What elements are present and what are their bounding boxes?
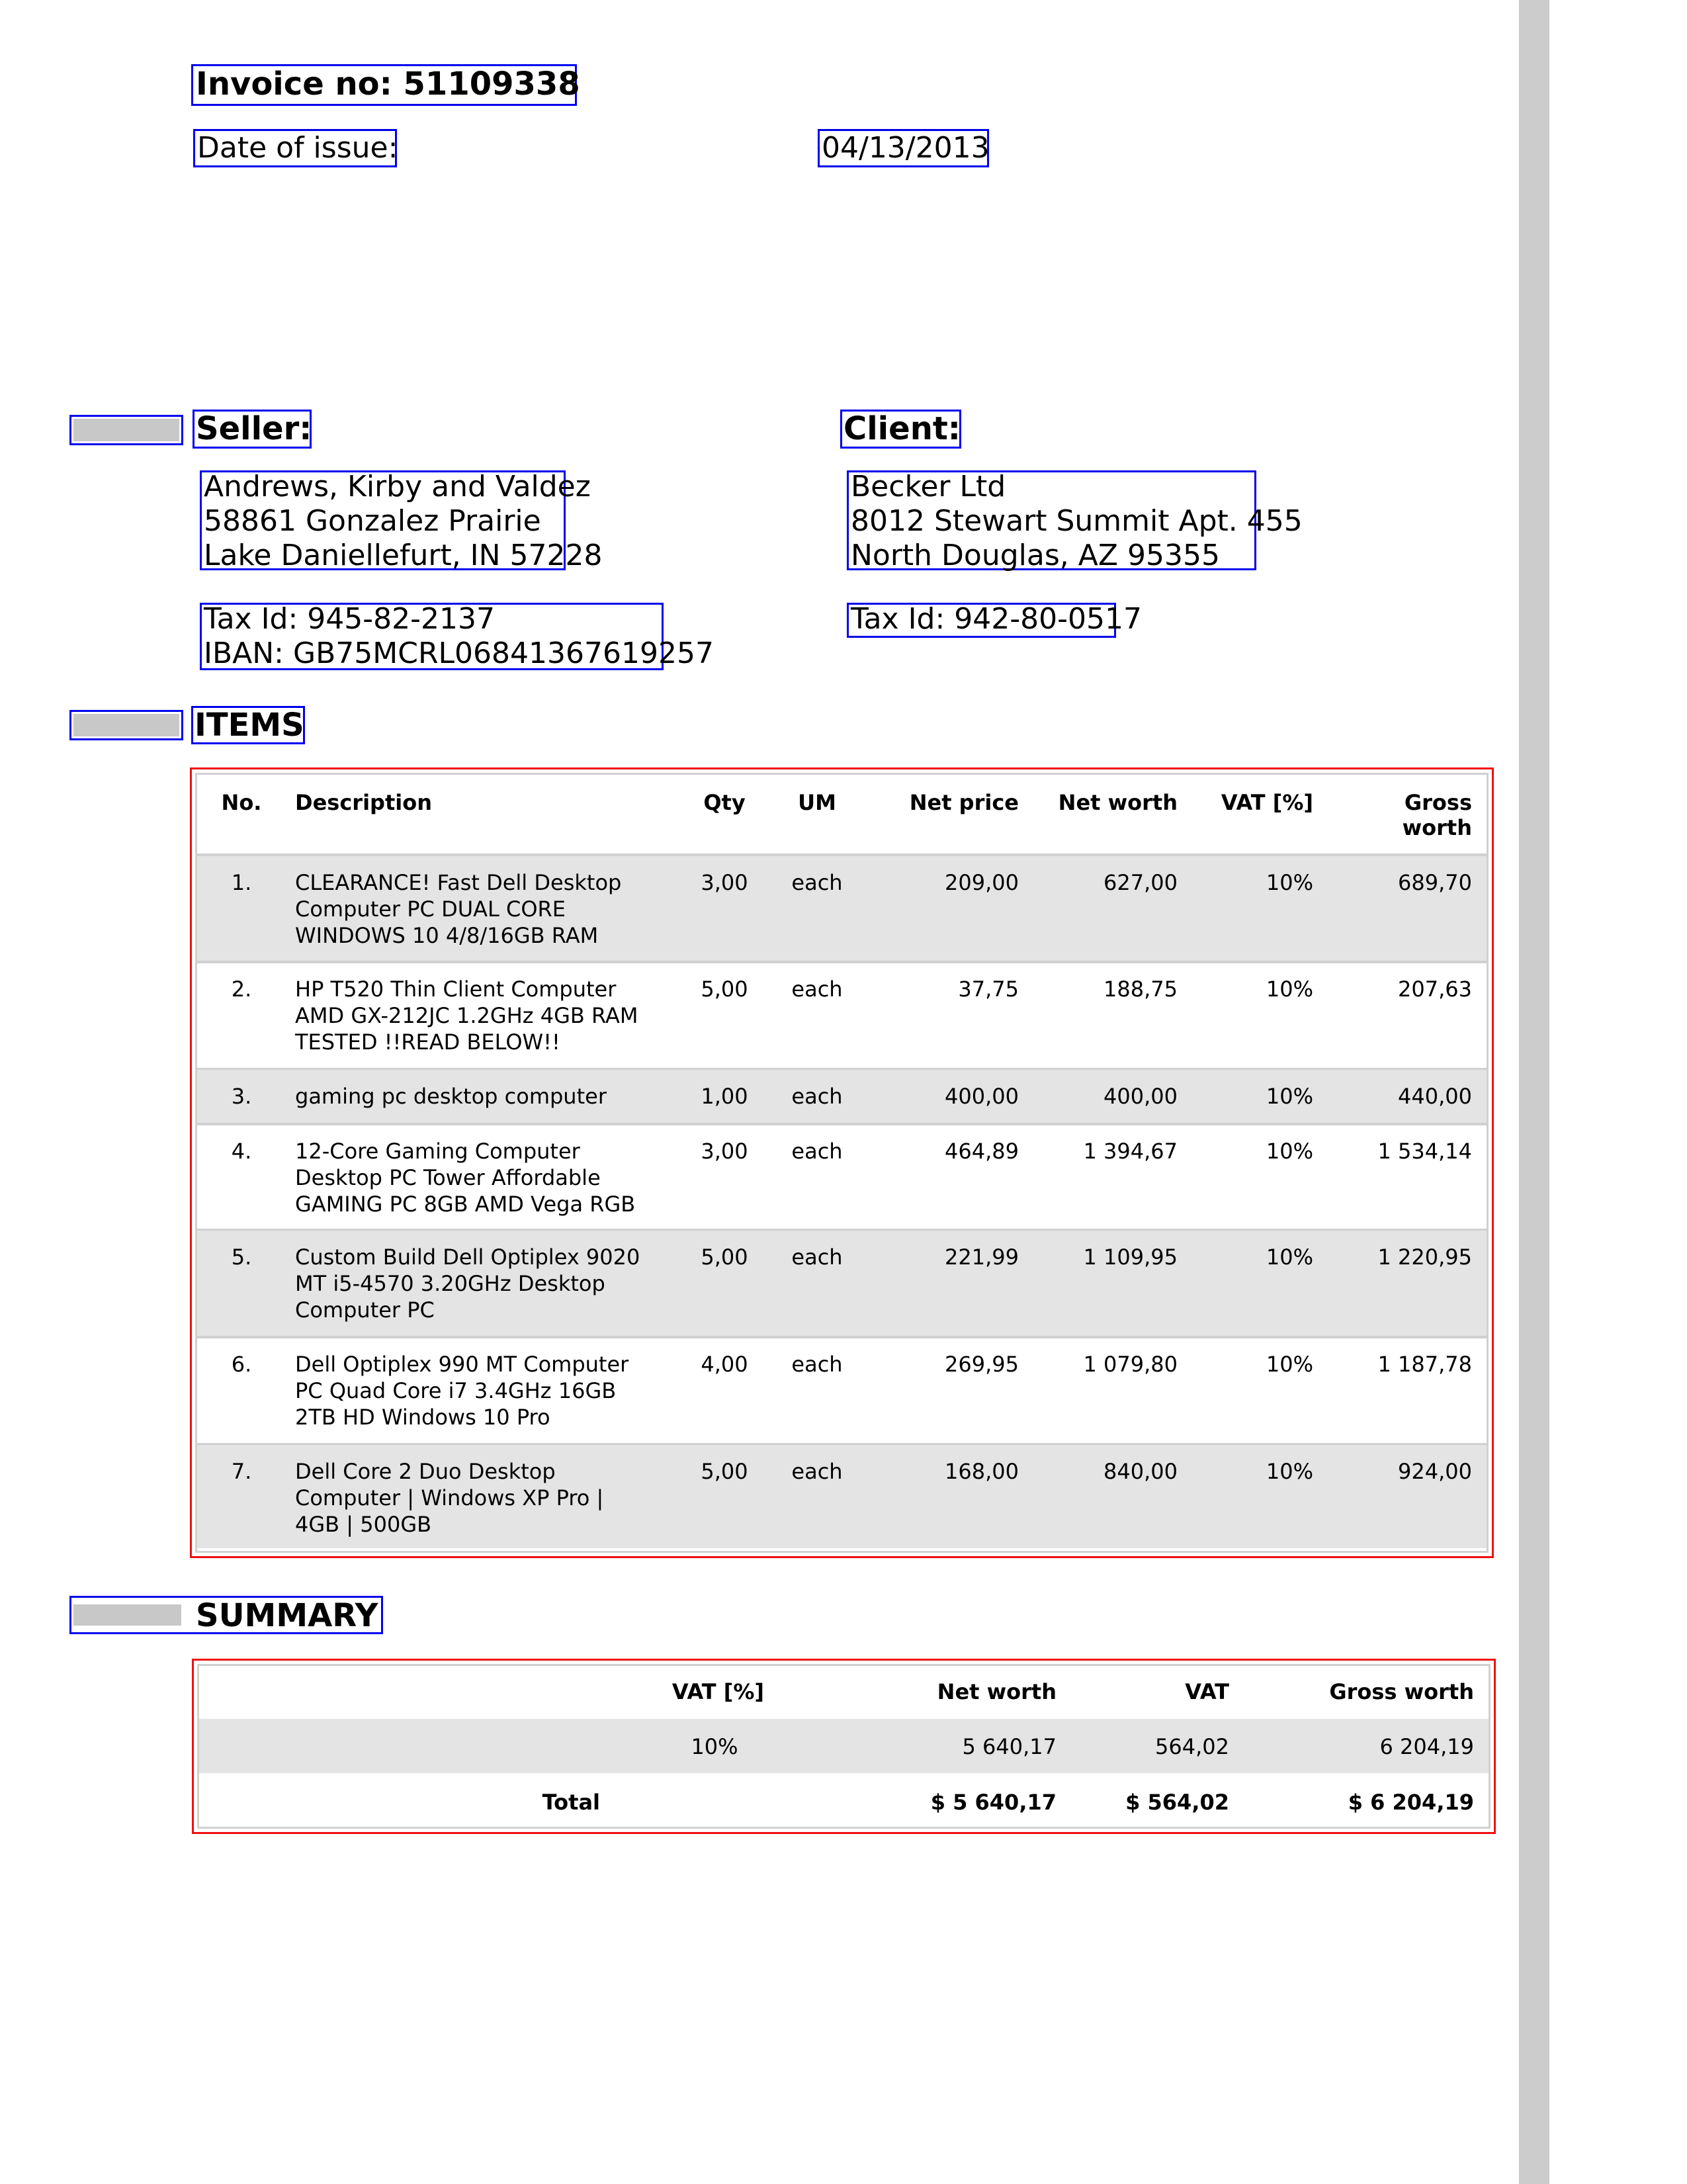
total-gross-worth: $ 6 204,19 — [1348, 1790, 1474, 1815]
summary-net-worth-value: 5 640,17 — [962, 1734, 1057, 1759]
date-of-issue-label: Date of issue: — [197, 131, 398, 165]
item-gross-worth: 689,70 — [1398, 870, 1472, 895]
item-description: gaming pc desktop computer — [295, 1084, 607, 1109]
item-net-price: 464,89 — [945, 1139, 1019, 1164]
item-no: 7. — [231, 1459, 252, 1484]
items-marker — [73, 714, 179, 736]
item-qty: 4,00 — [701, 1352, 748, 1377]
item-um: each — [791, 1459, 843, 1484]
summary-marker — [73, 1604, 181, 1626]
item-net-price: 209,00 — [945, 870, 1019, 895]
item-no: 4. — [231, 1139, 252, 1164]
item-no: 3. — [231, 1084, 252, 1109]
item-gross-worth: 924,00 — [1398, 1459, 1472, 1484]
item-net-price: 168,00 — [945, 1459, 1019, 1484]
item-qty: 1,00 — [701, 1084, 748, 1109]
seller-street: 58861 Gonzalez Prairie — [204, 504, 541, 538]
item-net-worth: 1 394,67 — [1083, 1139, 1178, 1164]
client-tax-id: Tax Id: 942-80-0517 — [851, 602, 1142, 636]
summary-net-worth-header: Net worth — [937, 1679, 1057, 1704]
item-description: Custom Build Dell Optiplex 9020 MT i5-4570 3.20GHz Desktop Computer PC — [295, 1245, 640, 1323]
summary-gross-worth-header: Gross worth — [1329, 1679, 1474, 1704]
col-um-header: UM — [798, 790, 836, 815]
item-description: HP T520 Thin Client Computer AMD GX-212JC 1.2GHz 4GB RAM TESTED !!READ BELOW!! — [295, 977, 638, 1055]
date-of-issue-value: 04/13/2013 — [822, 131, 990, 165]
summary-gross-worth-value: 6 204,19 — [1379, 1734, 1474, 1759]
item-um: each — [791, 1084, 843, 1109]
item-vat: 10% — [1266, 1139, 1313, 1164]
item-net-price: 400,00 — [945, 1084, 1019, 1109]
total-vat-amount: $ 564,02 — [1125, 1790, 1229, 1815]
item-net-worth: 1 109,95 — [1083, 1245, 1178, 1270]
item-vat: 10% — [1266, 870, 1313, 895]
item-no: 5. — [231, 1245, 252, 1270]
item-gross-worth: 1 220,95 — [1377, 1245, 1472, 1270]
seller-marker — [73, 419, 179, 441]
item-qty: 5,00 — [701, 1245, 748, 1270]
seller-address — [204, 470, 603, 573]
item-qty: 5,00 — [701, 977, 748, 1002]
row-divider — [197, 1336, 1487, 1338]
summary-vat-value: 10% — [691, 1734, 738, 1759]
invoice-number: Invoice no: 51109338 — [196, 66, 580, 103]
col-net-worth-header: Net worth — [1058, 790, 1178, 815]
item-description: Dell Optiplex 990 MT Computer PC Quad Core i7 3.4GHz 16GB 2TB HD Windows 10 Pro — [295, 1352, 629, 1430]
scrollbar[interactable] — [1519, 0, 1549, 2184]
summary-vat-amount-value: 564,02 — [1155, 1734, 1229, 1759]
item-um: each — [791, 977, 843, 1002]
client-heading: Client: — [844, 410, 961, 447]
item-qty: 3,00 — [701, 870, 748, 895]
item-gross-worth: 1 534,14 — [1377, 1139, 1472, 1164]
item-um: each — [791, 1245, 843, 1270]
item-net-price: 269,95 — [945, 1352, 1019, 1377]
item-description: 12-Core Gaming Computer Desktop PC Tower Affordable GAMING PC 8GB AMD Vega RGB — [295, 1139, 636, 1217]
seller-iban: IBAN: GB75MCRL06841367619257 — [204, 636, 714, 670]
total-net-worth: $ 5 640,17 — [930, 1790, 1057, 1815]
client-city: North Douglas, AZ 95355 — [851, 539, 1220, 572]
item-no: 1. — [231, 870, 252, 895]
row-divider — [197, 1123, 1487, 1125]
item-net-worth: 188,75 — [1103, 977, 1178, 1002]
col-net-price-header: Net price — [909, 790, 1019, 815]
item-um: each — [791, 870, 843, 895]
col-no-header: No. — [221, 790, 262, 815]
item-vat: 10% — [1266, 1352, 1313, 1377]
seller-tax-info — [204, 602, 714, 671]
item-vat: 10% — [1266, 1245, 1313, 1270]
total-label: Total — [542, 1790, 600, 1815]
col-gross-header-1: Gross — [1404, 790, 1472, 815]
item-gross-worth: 1 187,78 — [1377, 1352, 1472, 1377]
summary-vat-amount-header: VAT — [1185, 1679, 1229, 1704]
item-qty: 3,00 — [701, 1139, 748, 1164]
client-address — [851, 470, 1303, 573]
client-name: Becker Ltd — [851, 470, 1006, 503]
seller-name: Andrews, Kirby and Valdez — [204, 470, 591, 503]
item-vat: 10% — [1266, 1084, 1313, 1109]
summary-vat-header: VAT [%] — [671, 1679, 764, 1704]
col-gross-header-2: worth — [1402, 815, 1472, 840]
item-gross-worth: 207,63 — [1398, 977, 1472, 1002]
item-vat: 10% — [1266, 977, 1313, 1002]
item-net-worth: 1 079,80 — [1083, 1352, 1178, 1377]
col-description-header: Description — [295, 790, 432, 815]
item-no: 2. — [231, 977, 252, 1002]
seller-tax-id: Tax Id: 945-82-2137 — [204, 602, 495, 636]
item-no: 6. — [231, 1352, 252, 1377]
item-vat: 10% — [1266, 1459, 1313, 1484]
item-um: each — [791, 1352, 843, 1377]
client-street: 8012 Stewart Summit Apt. 455 — [851, 504, 1303, 538]
item-net-price: 37,75 — [958, 977, 1019, 1002]
item-gross-worth: 440,00 — [1398, 1084, 1472, 1109]
seller-heading: Seller: — [196, 410, 312, 447]
row-divider — [197, 961, 1487, 963]
item-qty: 5,00 — [701, 1459, 748, 1484]
item-description: Dell Core 2 Duo Desktop Computer | Windows XP Pro | 4GB | 500GB — [295, 1459, 604, 1537]
col-vat-header: VAT [%] — [1221, 790, 1313, 815]
summary-heading: SUMMARY — [196, 1597, 378, 1634]
item-net-worth: 840,00 — [1103, 1459, 1178, 1484]
item-net-worth: 627,00 — [1103, 870, 1178, 895]
seller-city: Lake Daniellefurt, IN 57228 — [204, 539, 603, 572]
item-net-worth: 400,00 — [1103, 1084, 1178, 1109]
item-description: CLEARANCE! Fast Dell Desktop Computer PC DUAL CORE WINDOWS 10 4/8/16GB RAM — [295, 870, 622, 948]
items-heading: ITEMS — [195, 707, 304, 744]
col-qty-header: Qty — [703, 790, 746, 815]
item-um: each — [791, 1139, 843, 1164]
item-net-price: 221,99 — [945, 1245, 1019, 1270]
